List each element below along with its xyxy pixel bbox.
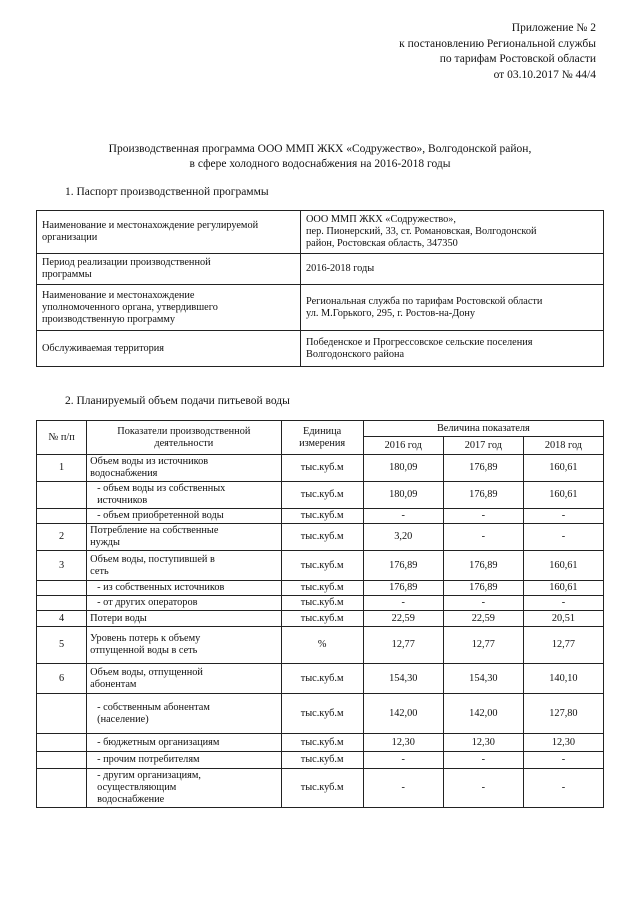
row-value: 176,89: [363, 581, 443, 596]
row-indicator: [87, 627, 281, 664]
row-indicator-line: - объем воды из собственных: [97, 483, 226, 494]
table-row: [37, 551, 604, 581]
row-indicator-line: (население): [97, 713, 149, 725]
row-indicator-line: нужды: [90, 537, 120, 548]
row-indicator: [87, 455, 281, 482]
row-indicator-line: - собственным абонентам: [97, 701, 210, 713]
row-unit: тыс.куб.м: [281, 611, 363, 627]
row-number: [37, 596, 87, 611]
row-value: 160,61: [523, 551, 603, 581]
row-indicator-line: осуществляющим: [97, 782, 177, 793]
passport-value-line: 2016-2018 годы: [306, 263, 375, 274]
row-indicator: [87, 509, 281, 524]
row-unit: тыс.куб.м: [281, 455, 363, 482]
row-value: -: [523, 769, 603, 808]
row-indicator-line: Объем воды, поступившей в: [90, 553, 215, 565]
row-indicator-line: - бюджетным организациям: [97, 736, 220, 748]
passport-value-line: Победенское и Прогрессовское сельские поселения: [306, 336, 533, 348]
row-number: [37, 581, 87, 596]
row-indicator: [87, 664, 281, 694]
header-unit-line: Единица: [303, 425, 342, 437]
row-number: 4: [37, 611, 87, 627]
passport-row: [37, 285, 604, 331]
header-unit-line: измерения: [299, 437, 346, 449]
row-unit: %: [281, 627, 363, 664]
passport-value: [301, 285, 604, 331]
appendix-line: по тарифам Ростовской области: [439, 53, 596, 65]
row-value: 142,00: [443, 694, 523, 734]
row-number: [37, 694, 87, 734]
table-row: [37, 455, 604, 482]
row-indicator-line: сеть: [90, 565, 109, 577]
row-value: 176,89: [443, 581, 523, 596]
row-value: 160,61: [523, 581, 603, 596]
passport-key-line: Обслуживаемая территория: [42, 342, 164, 354]
water-volume-table: [36, 420, 604, 808]
appendix-line: к постановлению Региональной службы: [399, 37, 596, 50]
row-value: -: [523, 752, 603, 769]
row-value: 160,61: [523, 455, 603, 482]
row-indicator-line: абонентам: [90, 678, 137, 690]
row-number: [37, 509, 87, 524]
row-value: 154,30: [443, 664, 523, 694]
row-indicator: [87, 596, 281, 611]
row-indicator: [87, 611, 281, 627]
row-unit: тыс.куб.м: [281, 769, 363, 808]
row-number: 5: [37, 627, 87, 664]
row-unit: тыс.куб.м: [281, 752, 363, 769]
table-row: [37, 482, 604, 509]
passport-key: [37, 331, 301, 367]
table-row: [37, 734, 604, 752]
header-year: 2018 год: [523, 437, 603, 455]
row-indicator-line: - из собственных источников: [97, 582, 225, 593]
row-indicator-line: водоснабжение: [97, 794, 165, 805]
row-value: 154,30: [363, 664, 443, 694]
passport-key-line: Наименование и местонахождение: [42, 289, 195, 301]
row-indicator: [87, 752, 281, 769]
row-number: 2: [37, 524, 87, 551]
row-number: 1: [37, 455, 87, 482]
row-unit: тыс.куб.м: [281, 694, 363, 734]
passport-key-line: организации: [42, 232, 98, 243]
header-indicator-line: деятельности: [154, 437, 214, 449]
appendix-line: Приложение № 2: [511, 22, 596, 34]
row-value: 142,00: [363, 694, 443, 734]
passport-value-line: ул. М.Горького, 295, г. Ростов-на-Дону: [306, 307, 476, 319]
row-value: 176,89: [443, 482, 523, 509]
row-value: -: [523, 509, 603, 524]
passport-key-line: Наименование и местонахождение регулируемой: [42, 220, 259, 231]
row-number: [37, 734, 87, 752]
row-number: 3: [37, 551, 87, 581]
row-value: -: [523, 596, 603, 611]
row-value: -: [363, 509, 443, 524]
row-indicator: [87, 769, 281, 808]
row-indicator-line: Потери воды: [90, 612, 147, 624]
row-unit: тыс.куб.м: [281, 509, 363, 524]
row-indicator: [87, 694, 281, 734]
row-value: 140,10: [523, 664, 603, 694]
passport-value-line: район, Ростовская область, 347350: [306, 238, 458, 249]
row-indicator-line: - другим организациям,: [97, 770, 201, 781]
row-unit: тыс.куб.м: [281, 482, 363, 509]
row-indicator-line: - объем приобретенной воды: [97, 510, 224, 521]
table-row: [37, 769, 604, 808]
passport-key: [37, 285, 301, 331]
passport-row: [37, 254, 604, 285]
row-value: 176,89: [443, 455, 523, 482]
passport-value-line: Региональная служба по тарифам Ростовской области: [306, 295, 543, 307]
row-indicator-line: водоснабжения: [90, 468, 158, 479]
table-row: [37, 664, 604, 694]
header-year: 2017 год: [443, 437, 523, 455]
row-number: [37, 752, 87, 769]
row-indicator-line: отпущенной воды в сеть: [90, 645, 198, 656]
passport-row: [37, 211, 604, 254]
table-row: [37, 611, 604, 627]
row-value: 22,59: [363, 611, 443, 627]
row-value: 180,09: [363, 455, 443, 482]
row-value: 12,30: [363, 734, 443, 752]
header-value: Величина показателя: [363, 421, 603, 437]
table-row: [37, 524, 604, 551]
row-value: 12,30: [443, 734, 523, 752]
passport-value-line: Волгодонского района: [306, 348, 405, 360]
row-indicator: [87, 551, 281, 581]
row-indicator-line: Объем воды, отпущенной: [90, 666, 203, 678]
header-year: 2016 год: [363, 437, 443, 455]
passport-value: [301, 211, 604, 254]
passport-row: [37, 331, 604, 367]
row-value: -: [443, 769, 523, 808]
passport-value-line: пер. Пионерский, 33, ст. Романовская, Волгодонской: [306, 226, 537, 237]
document-title: [0, 142, 640, 172]
passport-table: [36, 210, 604, 367]
row-value: -: [443, 524, 523, 551]
row-value: 12,30: [523, 734, 603, 752]
row-value: -: [363, 596, 443, 611]
row-unit: тыс.куб.м: [281, 524, 363, 551]
header-unit: [281, 421, 363, 455]
row-value: 20,51: [523, 611, 603, 627]
row-indicator-line: - прочим потребителям: [97, 754, 200, 765]
row-value: 127,80: [523, 694, 603, 734]
row-indicator: [87, 524, 281, 551]
row-value: 176,89: [443, 551, 523, 581]
header-indicator: [87, 421, 281, 455]
row-indicator-line: Объем воды из источников: [90, 456, 209, 467]
passport-key-line: Период реализации производственной: [42, 257, 211, 268]
row-value: 22,59: [443, 611, 523, 627]
row-value: -: [363, 769, 443, 808]
appendix-header: [399, 21, 596, 83]
passport-value: [301, 254, 604, 285]
section-heading-passport: 1. Паспорт производственной программы: [65, 186, 269, 198]
header-num: № п/п: [37, 421, 87, 455]
row-value: 176,89: [363, 551, 443, 581]
table-row: [37, 581, 604, 596]
row-indicator-line: Потребление на собственные: [90, 525, 219, 536]
row-value: -: [443, 509, 523, 524]
table-row: [37, 509, 604, 524]
row-value: -: [443, 752, 523, 769]
row-indicator-line: источников: [97, 495, 148, 506]
passport-value-line: ООО ММП ЖКХ «Содружество»,: [306, 214, 456, 225]
row-unit: тыс.куб.м: [281, 581, 363, 596]
row-indicator: [87, 581, 281, 596]
section-heading-volumes: 2. Планируемый объем подачи питьевой воды: [65, 395, 290, 407]
passport-key: [37, 254, 301, 285]
row-value: 12,77: [443, 627, 523, 664]
row-value: 12,77: [523, 627, 603, 664]
table-row: [37, 752, 604, 769]
title-line: в сфере холодного водоснабжения на 2016-2018 годы: [189, 158, 451, 170]
row-value: 180,09: [363, 482, 443, 509]
row-number: 6: [37, 664, 87, 694]
table-header-row: [37, 421, 604, 437]
title-line: Производственная программа ООО ММП ЖКХ «Содружество», Волгодонской район,: [108, 143, 532, 155]
passport-value: [301, 331, 604, 367]
passport-key: [37, 211, 301, 254]
row-unit: тыс.куб.м: [281, 596, 363, 611]
passport-key-line: программы: [42, 269, 92, 280]
table-row: [37, 627, 604, 664]
row-value: 160,61: [523, 482, 603, 509]
passport-key-line: производственную программу: [42, 313, 176, 325]
row-unit: тыс.куб.м: [281, 734, 363, 752]
row-value: 12,77: [363, 627, 443, 664]
row-value: 3,20: [363, 524, 443, 551]
row-number: [37, 482, 87, 509]
row-indicator-line: Уровень потерь к объему: [90, 633, 201, 644]
row-value: -: [363, 752, 443, 769]
header-indicator-line: Показатели производственной: [117, 425, 251, 437]
table-row: [37, 694, 604, 734]
passport-key-line: уполномоченного органа, утвердившего: [42, 301, 218, 313]
row-indicator: [87, 734, 281, 752]
row-value: -: [523, 524, 603, 551]
table-row: [37, 596, 604, 611]
row-value: -: [443, 596, 523, 611]
row-indicator-line: - от других операторов: [97, 597, 198, 608]
row-indicator: [87, 482, 281, 509]
row-unit: тыс.куб.м: [281, 664, 363, 694]
row-unit: тыс.куб.м: [281, 551, 363, 581]
appendix-line: от 03.10.2017 № 44/4: [493, 68, 596, 81]
row-number: [37, 769, 87, 808]
